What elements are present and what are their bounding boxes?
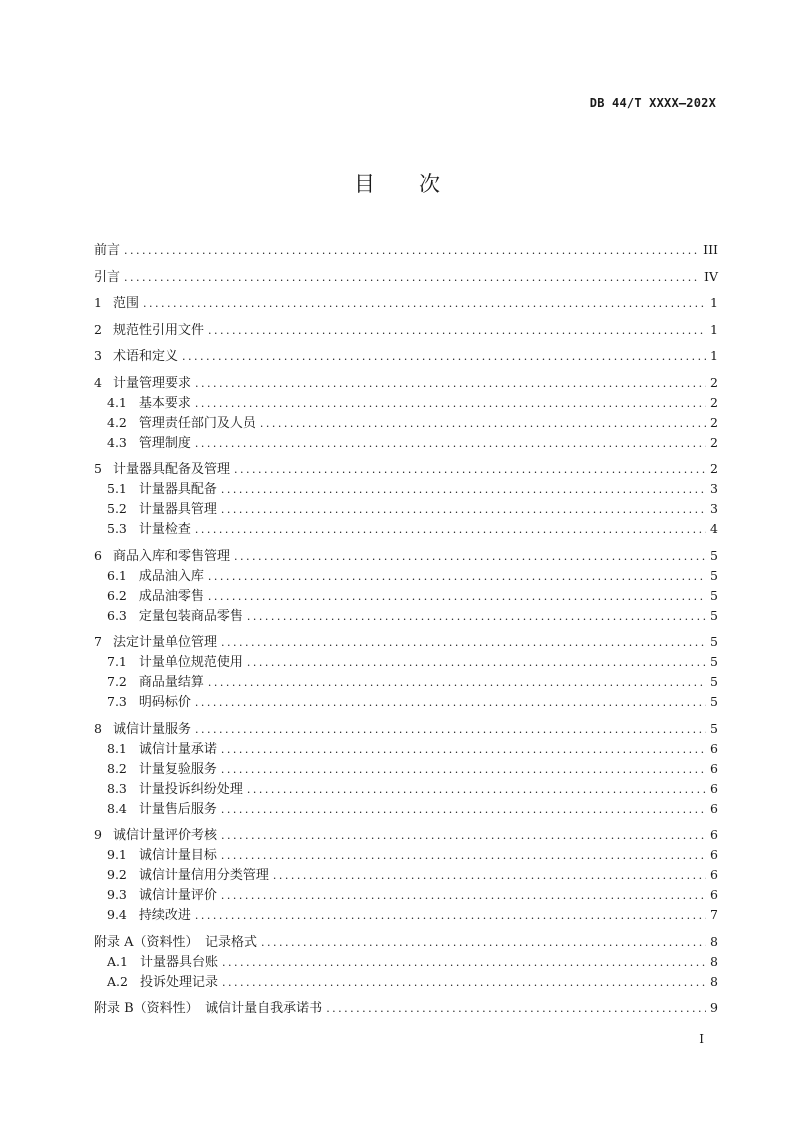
- toc-entry-number: 7.1: [107, 654, 127, 669]
- toc-entry-number: 9.3: [107, 887, 127, 902]
- toc-entry[interactable]: [94, 759, 718, 779]
- toc-entry-title: 计量单位规范使用: [138, 655, 243, 670]
- toc-entry-title: 持续改进: [138, 908, 191, 923]
- toc-entry[interactable]: [94, 546, 718, 566]
- toc-entry-title: 诚信计量评价考核: [112, 828, 217, 843]
- toc-entry-number: 8.2: [107, 760, 127, 776]
- toc-dot-leader: [221, 500, 706, 520]
- toc-entry-title: 引言: [94, 269, 121, 285]
- toc-dot-leader: [247, 607, 706, 627]
- toc-entry[interactable]: [94, 459, 718, 479]
- toc-entry-number: 7.3: [107, 694, 127, 709]
- toc-entry-page: 6: [710, 867, 718, 882]
- toc-entry-title: 范围: [112, 296, 139, 311]
- toc-entry[interactable]: [94, 998, 718, 1018]
- toc-entry-title: 诚信计量信用分类管理: [138, 868, 269, 883]
- toc-entry-page: 6: [710, 740, 718, 756]
- toc-entry[interactable]: [94, 972, 718, 992]
- toc-entry-page: 2: [710, 461, 718, 476]
- toc-dot-leader: [195, 906, 706, 926]
- toc-dot-leader: [221, 740, 706, 760]
- toc-entry[interactable]: [94, 932, 718, 952]
- toc-dot-leader: [247, 653, 706, 673]
- toc-entry[interactable]: [94, 433, 718, 453]
- toc-entry-title: 计量投诉纠纷处理: [138, 781, 243, 797]
- toc-dot-leader: [222, 953, 706, 973]
- toc-entry[interactable]: [94, 519, 718, 539]
- toc-entry-number: 8: [94, 720, 102, 736]
- toc-entry-page: 1: [710, 295, 718, 310]
- toc-dot-leader: [234, 547, 706, 567]
- toc-entry-number: 9.1: [107, 847, 127, 862]
- toc-entry-title: 计量售后服务: [138, 801, 217, 817]
- toc-entry-title: 附录 B（资料性） 诚信计量自我承诺书: [94, 1001, 323, 1016]
- toc-entry-page: 2: [710, 434, 718, 450]
- toc-entry[interactable]: [94, 293, 718, 313]
- toc-entry-number: 8.1: [107, 740, 127, 756]
- toc-entry-number: 6: [94, 547, 102, 563]
- toc-entry[interactable]: [94, 606, 718, 626]
- toc-entry-title: 规范性引用文件: [112, 322, 204, 338]
- toc-entry-title: 投诉处理记录: [139, 974, 218, 990]
- toc-dot-leader: [234, 460, 706, 480]
- toc-entry-page: 5: [710, 694, 718, 709]
- toc-entry[interactable]: [94, 632, 718, 652]
- toc-entry-number: 1: [94, 295, 102, 310]
- toc-dot-leader: [195, 720, 706, 740]
- toc-entry-number: 9: [94, 827, 102, 842]
- toc-entry-title: 计量器具管理: [138, 502, 217, 517]
- toc-entry[interactable]: [94, 240, 718, 260]
- toc-entry-title: 定量包装商品零售: [138, 608, 243, 624]
- toc-dot-leader: [143, 294, 706, 314]
- toc-entry-page: 5: [710, 547, 718, 563]
- toc-dot-leader: [221, 480, 706, 500]
- toc-entry-page: 1: [710, 348, 718, 363]
- toc-entry-number: 4.3: [107, 434, 127, 450]
- toc-entry-title: 计量器具台账: [139, 954, 218, 970]
- toc-dot-leader: [195, 520, 706, 540]
- toc-entry-page: 8: [710, 933, 718, 949]
- toc-entry-page: 6: [710, 887, 718, 902]
- toc-entry-number: A.1: [107, 953, 128, 969]
- toc-entry-page: 8: [710, 973, 718, 989]
- toc-entry[interactable]: [94, 413, 718, 433]
- toc-entry-page: 2: [710, 394, 718, 410]
- toc-entry-page: 3: [710, 501, 718, 516]
- toc-entry-page: 1: [710, 321, 718, 337]
- toc-entry[interactable]: [94, 779, 718, 799]
- toc-entry-page: IV: [704, 268, 718, 284]
- toc-entry-page: 7: [710, 907, 718, 922]
- toc-entry-title: 成品油零售: [138, 588, 204, 604]
- toc-entry[interactable]: [94, 905, 718, 925]
- toc-entry-title: 计量器具配备: [138, 482, 217, 497]
- toc-entry[interactable]: [94, 479, 718, 499]
- toc-dot-leader: [221, 800, 706, 820]
- toc-entry[interactable]: [94, 719, 718, 739]
- toc-entry-title: 商品量结算: [138, 675, 204, 690]
- toc-entry-number: 6.1: [107, 567, 127, 583]
- toc-entry-page: 6: [710, 847, 718, 862]
- toc-entry-title: 计量管理要求: [112, 375, 191, 391]
- toc-entry[interactable]: [94, 393, 718, 413]
- toc-dot-leader: [261, 933, 706, 953]
- toc-dot-leader: [221, 760, 706, 780]
- toc-dot-leader: [221, 846, 706, 866]
- toc-entry-number: 5: [94, 461, 102, 476]
- toc-entry-number: 8.4: [107, 800, 127, 816]
- toc-entry-number: 2: [94, 321, 102, 337]
- toc-entry-title: 成品油入库: [138, 568, 204, 584]
- toc-entry-title: 管理制度: [138, 435, 191, 451]
- toc-entry-page: 2: [710, 414, 718, 430]
- toc-entry-page: III: [703, 242, 718, 257]
- toc-entry-page: 6: [710, 760, 718, 776]
- toc-dot-leader: [195, 394, 706, 414]
- toc-dot-leader: [182, 347, 706, 367]
- toc-entry-page: 5: [710, 674, 718, 689]
- toc-entry[interactable]: [94, 499, 718, 519]
- toc-entry[interactable]: [94, 373, 718, 393]
- toc-entry-page: 8: [710, 953, 718, 969]
- toc-entry-page: 6: [710, 800, 718, 816]
- toc-entry-number: 5.1: [107, 481, 127, 496]
- toc-entry-number: 6.3: [107, 607, 127, 623]
- toc-entry-page: 5: [710, 720, 718, 736]
- toc-entry-title: 附录 A（资料性） 记录格式: [94, 934, 258, 950]
- toc-entry-page: 5: [710, 634, 718, 649]
- toc-dot-leader: [260, 414, 706, 434]
- toc-entry-page: 3: [710, 481, 718, 496]
- toc-dot-leader: [247, 780, 706, 800]
- toc-entry[interactable]: [94, 825, 718, 845]
- toc-entry-number: 8.3: [107, 780, 127, 796]
- toc-entry[interactable]: [94, 885, 718, 905]
- toc-entry[interactable]: [94, 586, 718, 606]
- toc-entry-page: 5: [710, 607, 718, 623]
- toc-entry-page: 5: [710, 654, 718, 669]
- toc-entry-number: 4.2: [107, 414, 127, 430]
- toc-entry[interactable]: [94, 267, 718, 287]
- toc-entry-number: 4.1: [107, 394, 127, 410]
- toc-entry-title: 诚信计量服务: [112, 721, 191, 737]
- toc-dot-leader: [195, 693, 706, 713]
- toc-entry-title: 商品入库和零售管理: [112, 548, 230, 564]
- toc-entry-title: 计量复验服务: [138, 761, 217, 777]
- toc-entry-page: 5: [710, 587, 718, 603]
- toc-entry-title: 明码标价: [138, 695, 191, 710]
- toc-entry-title: 计量检查: [138, 522, 191, 537]
- toc-dot-leader: [208, 567, 706, 587]
- toc-dot-leader: [208, 673, 706, 693]
- toc-dot-leader: [221, 886, 706, 906]
- toc-dot-leader: [222, 973, 706, 993]
- table-of-contents: [94, 240, 718, 1018]
- toc-entry-number: 7.2: [107, 674, 127, 689]
- toc-dot-leader: [208, 587, 706, 607]
- toc-entry-number: 5.3: [107, 521, 127, 536]
- toc-entry-title: 基本要求: [138, 395, 191, 411]
- toc-entry-page: 2: [710, 374, 718, 390]
- toc-entry-title: 前言: [94, 243, 121, 258]
- toc-dot-leader: [326, 999, 706, 1019]
- toc-entry-number: 5.2: [107, 501, 127, 516]
- toc-entry[interactable]: [94, 739, 718, 759]
- toc-dot-leader: [273, 866, 706, 886]
- toc-entry-page: 9: [710, 1000, 718, 1015]
- toc-dot-leader: [124, 268, 700, 288]
- page-number: I: [699, 1032, 704, 1046]
- toc-entry-title: 诚信计量承诺: [138, 741, 217, 757]
- toc-dot-leader: [195, 434, 706, 454]
- page-title: 目次: [354, 172, 484, 196]
- toc-entry-page: 5: [710, 567, 718, 583]
- toc-entry-page: 4: [710, 521, 718, 536]
- toc-entry[interactable]: [94, 952, 718, 972]
- toc-entry[interactable]: [94, 692, 718, 712]
- toc-entry-number: A.2: [107, 973, 128, 989]
- toc-entry-title: 诚信计量评价: [138, 888, 217, 903]
- toc-entry[interactable]: [94, 566, 718, 586]
- toc-entry-title: 术语和定义: [112, 349, 178, 364]
- toc-entry-number: 6.2: [107, 587, 127, 603]
- toc-entry-title: 诚信计量目标: [138, 848, 217, 863]
- toc-dot-leader: [221, 826, 706, 846]
- toc-entry[interactable]: [94, 346, 718, 366]
- toc-entry-number: 7: [94, 634, 102, 649]
- toc-entry[interactable]: [94, 320, 718, 340]
- toc-dot-leader: [221, 633, 706, 653]
- toc-entry-page: 6: [710, 827, 718, 842]
- document-code: DB 44/T XXXX—202X: [589, 96, 716, 110]
- toc-entry-title: 法定计量单位管理: [112, 635, 217, 650]
- toc-entry[interactable]: [94, 845, 718, 865]
- toc-entry[interactable]: [94, 799, 718, 819]
- toc-entry-title: 管理责任部门及人员: [138, 415, 256, 431]
- toc-entry-number: 9.4: [107, 907, 127, 922]
- toc-entry-page: 6: [710, 780, 718, 796]
- toc-entry-number: 3: [94, 348, 102, 363]
- toc-entry-number: 9.2: [107, 867, 127, 882]
- toc-entry[interactable]: [94, 652, 718, 672]
- toc-entry[interactable]: [94, 865, 718, 885]
- toc-dot-leader: [195, 374, 706, 394]
- toc-entry-title: 计量器具配备及管理: [112, 462, 230, 477]
- toc-entry-number: 4: [94, 374, 102, 390]
- toc-dot-leader: [208, 321, 706, 341]
- toc-entry[interactable]: [94, 672, 718, 692]
- toc-dot-leader: [124, 241, 699, 261]
